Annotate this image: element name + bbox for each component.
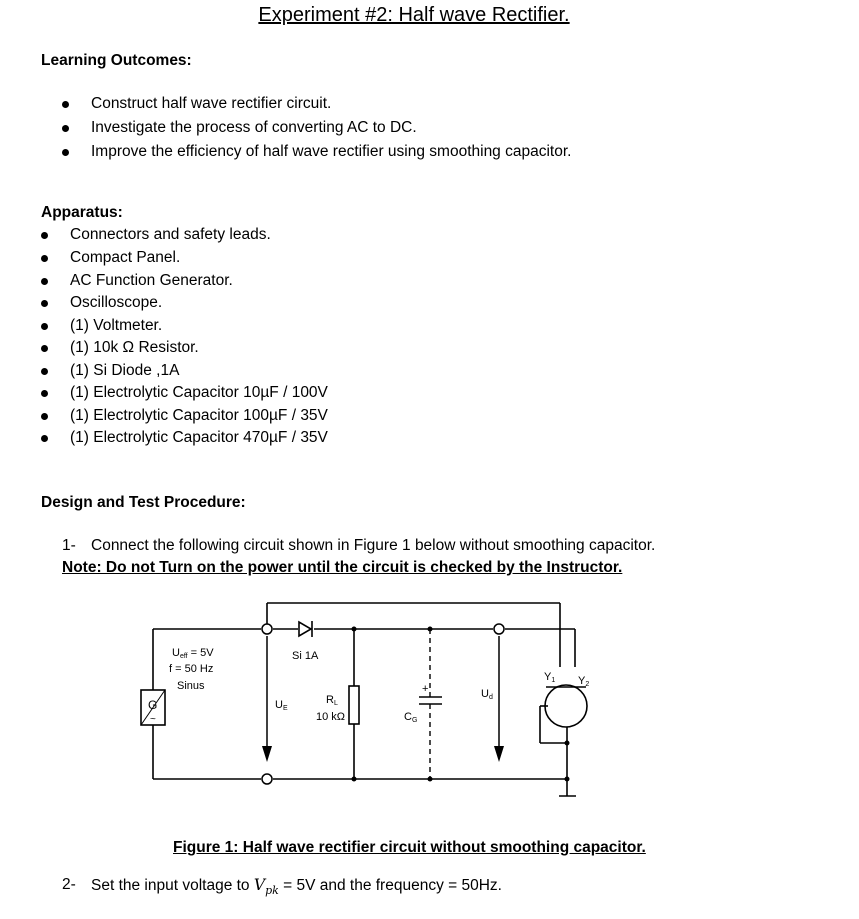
- list-item: (1) Si Diode ,1A: [70, 362, 180, 379]
- resistor-label: RL: [326, 694, 338, 707]
- source-frequency-label: f = 50 Hz: [169, 663, 214, 675]
- resistor-value: 10 kΩ: [316, 711, 346, 723]
- step-1-text: Connect the following circuit shown in Figure 1 below without smoothing capacitor.: [91, 537, 656, 554]
- list-item: (1) Voltmeter.: [70, 317, 163, 334]
- list-item: Investigate the process of converting AC to DC.: [91, 119, 417, 136]
- junction-dot: [428, 777, 433, 782]
- list-item: (1) Electrolytic Capacitor 10µF / 100V: [70, 384, 328, 401]
- ue-arrow-head-icon: [262, 746, 272, 762]
- y2-label: Y2: [578, 675, 590, 688]
- step-number: 2-: [62, 876, 76, 893]
- terminal-icon: [494, 624, 504, 634]
- list-item: (1) Electrolytic Capacitor 470µF / 35V: [70, 429, 328, 446]
- junction-dot: [565, 741, 570, 746]
- instructor-note: Note: Do not Turn on the power until the circuit is checked by the Instructor.: [62, 559, 623, 576]
- ud-arrow-head-icon: [494, 746, 504, 762]
- generator-label: G: [148, 698, 158, 712]
- step-2-text: Set the input voltage to $V_{pk} = 5V$ and the frequency = 50Hz.: [91, 876, 502, 898]
- list-item: Compact Panel.: [70, 249, 181, 266]
- list-item: (1) 10k Ω Resistor.: [70, 339, 199, 356]
- page-title: Experiment #2: Half wave Rectifier.: [258, 4, 570, 26]
- source-voltage-label: Ueff = 5V: [172, 647, 214, 660]
- list-item: Oscilloscope.: [70, 294, 163, 311]
- procedure-heading: Design and Test Procedure:: [41, 494, 246, 511]
- diode-icon: [299, 621, 312, 637]
- capacitor-plus-sign: +: [422, 683, 429, 695]
- terminal-icon: [262, 624, 272, 634]
- junction-dot: [428, 627, 433, 632]
- terminal-icon: [262, 774, 272, 784]
- junction-dot: [565, 777, 570, 782]
- list-item: (1) Electrolytic Capacitor 100µF / 35V: [70, 407, 328, 424]
- y1-label: Y1: [544, 671, 556, 684]
- step-number: 1-: [62, 537, 76, 554]
- ud-label: Ud: [481, 688, 493, 701]
- generator-tilde: ~: [150, 714, 156, 725]
- capacitor-label: CG: [404, 711, 418, 724]
- capacitor-icon: [419, 629, 442, 779]
- list-item: Construct half wave rectifier circuit.: [91, 95, 332, 112]
- source-waveform-label: Sinus: [177, 680, 205, 692]
- list-item: Improve the efficiency of half wave rectifier using smoothing capacitor.: [91, 143, 572, 160]
- list-item: Connectors and safety leads.: [70, 226, 271, 243]
- junction-dot: [352, 627, 357, 632]
- ue-label: UE: [275, 699, 288, 712]
- learning-outcomes-heading: Learning Outcomes:: [41, 52, 192, 69]
- junction-dot: [352, 777, 357, 782]
- list-item: AC Function Generator.: [70, 272, 233, 289]
- figure-caption: Figure 1: Half wave rectifier circuit without smoothing capacitor.: [173, 839, 646, 856]
- diode-label: Si 1A: [292, 650, 319, 662]
- apparatus-heading: Apparatus:: [41, 204, 123, 221]
